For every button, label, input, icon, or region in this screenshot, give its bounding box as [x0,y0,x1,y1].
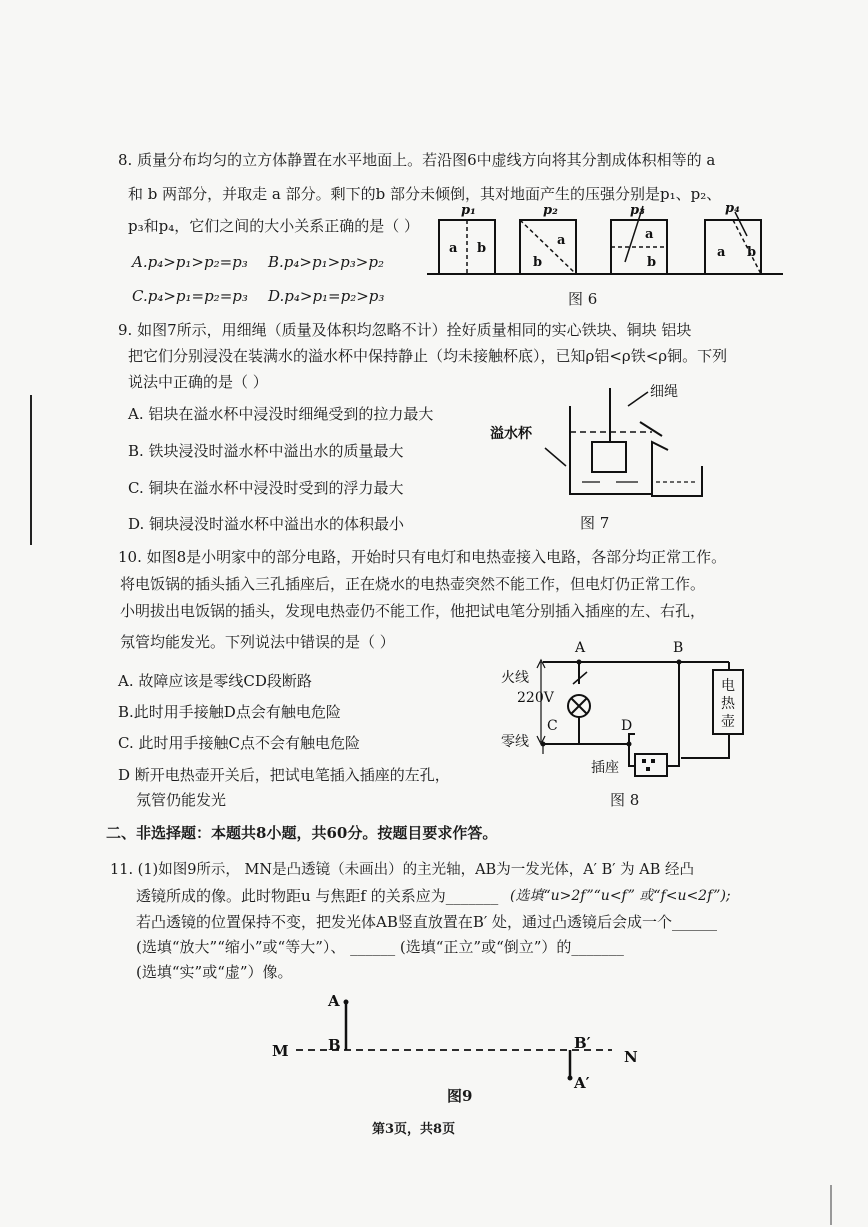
q10-line-4: 氖管均能发光。下列说法中错误的是（ ） [120,633,395,651]
figure-7 [490,378,720,503]
q10-line-3: 小明拔出电饭锅的插头，发现电热壶仍不能工作，他把试电笔分别插入插座的左、右孔， [120,602,706,620]
q10-line-2: 将电饭锅的插头插入三孔插座后，正在烧水的电热壶突然不能工作，但电灯仍正常工作。 [120,575,706,593]
fig7-cup-label: 溢水杯 [490,426,532,442]
fig8-A-label: A [575,640,586,656]
q11-line-4: (选填“放大”“缩小”或“等大”）、 ______ (选填“正立”或“倒立”）的_______ [136,938,624,956]
fig8-caption: 图 8 [610,791,640,809]
q8-option-a: A.p₄>p₁>p₂=p₃ [132,253,248,271]
q9-option-c: C. 铜块在溢水杯中浸没时受到的浮力最大 [128,479,404,497]
fig9-A2-label: A′ [574,1074,590,1092]
fig8-B-label: B [673,640,684,656]
q11-line-2a: 透镜所成的像。此时物距u 与焦距f 的关系应为_______ [136,887,499,905]
fig9-caption: 图9 [447,1087,473,1105]
q9-option-b: B. 铁块浸没时溢水杯中溢出水的质量最大 [128,442,404,460]
q10-option-c: C. 此时用手接触C点不会有触电危险 [118,734,360,752]
fig6-p1: p₁ [461,203,476,218]
q11-line-3: 若凸透镜的位置保持不变，把发光体AB竖直放置在B′ 处，通过凸透镜后会成一个______ [136,913,718,931]
q10-option-d-line2: 氖管仍能发光 [136,791,227,809]
q8-option-b: B.p₄>p₁>p₃>p₂ [268,253,384,271]
q11-line-1: 11. (1)如图9所示， MN是凸透镜（未画出）的主光轴，AB为一发光体，A′ B′ 为 AB 经凸 [110,862,694,878]
q8-option-d: D.p₄>p₁=p₂>p₃ [268,287,385,305]
scan-edge-line [830,1185,832,1225]
q9-line-2: 把它们分别浸没在装满水的溢水杯中保持静止（均未接触杯底），已知ρ铝<ρ铁<ρ铜。下列 [128,347,728,365]
fig8-kettle-char-1: 电 [721,678,735,694]
fig8-live-label: 火线 [501,670,529,686]
q9-option-d: D. 铜块浸没时溢水杯中溢出水的体积最小 [128,515,405,533]
fig6-caption: 图 6 [568,290,598,308]
page-footer: 第3页，共8页 [372,1122,456,1137]
fig6-a4: a [717,245,726,260]
fig6-p2: p₂ [543,203,558,218]
fig6-a2: a [557,233,566,248]
fig8-kettle-char-3: 壶 [721,714,735,730]
fig6-b4: b [747,245,757,260]
q10-option-a: A. 故障应该是零线CD段断路 [118,672,312,690]
q9-line-1: 9. 如图7所示，用细绳（质量及体积均忽略不计）拴好质量相同的实心铁块、铜块 铝块 [118,321,692,339]
fig6-b3: b [647,255,657,270]
fig8-voltage-label: 220V [517,690,554,706]
fig9-B-label: B [328,1036,341,1054]
fig9-N-label: N [624,1048,638,1066]
figure-9 [268,990,648,1100]
q8-line-2: 和 b 两部分，并取走 a 部分。剩下的b 部分未倾倒，其对地面产生的压强分别是p₁、p₂、 [128,185,722,203]
fig9-B2-label: B′ [574,1034,591,1052]
q10-line-1: 10. 如图8是小明家中的部分电路，开始时只有电灯和电热壶接入电路，各部分均正常工作。 [118,548,727,566]
q10-option-d-line1: D 断开电热壶开关后，把试电笔插入插座的左孔， [118,766,450,784]
q8-line-1: 8. 质量分布均匀的立方体静置在水平地面上。若沿图6中虚线方向将其分割成体积相等的 a [118,151,716,169]
fig9-A-label: A [328,992,340,1010]
q11-line-2b: (选填“u>2f”“u<f” 或“f<u<2f”); [510,888,731,904]
figure-6 [425,200,785,282]
scan-edge-line [30,395,32,545]
q10-option-b: B.此时用手接触D点会有触电危险 [118,703,341,721]
fig6-p4: p₄ [725,201,740,216]
fig8-kettle-char-2: 热 [721,696,735,712]
fig6-a1: a [449,241,458,256]
q9-option-a: A. 铝块在溢水杯中浸没时细绳受到的拉力最大 [128,405,434,423]
figure-8 [495,634,745,784]
fig7-caption: 图 7 [580,514,610,532]
fig6-b1: b [477,241,487,256]
q8-line-3: p₃和p₄，它们之间的大小关系正确的是（ ） [128,217,420,235]
fig6-p3: p₃ [630,203,645,218]
fig7-rope-label: 细绳 [650,384,678,400]
q11-line-5: (选填“实”或“虚”）像。 [136,963,293,981]
fig6-a3: a [645,227,654,242]
fig8-C-label: C [547,718,558,734]
q9-line-3: 说法中正确的是（ ） [128,373,268,391]
fig8-neutral-label: 零线 [501,734,529,750]
fig6-b2: b [533,255,543,270]
q8-option-c: C.p₄>p₁=p₂=p₃ [132,287,248,305]
fig9-M-label: M [272,1042,289,1060]
fig8-socket-label: 插座 [591,760,619,776]
fig8-D-label: D [621,718,633,734]
section-2-heading: 二、非选择题：本题共8小题，共60分。按题目要求作答。 [106,824,498,842]
